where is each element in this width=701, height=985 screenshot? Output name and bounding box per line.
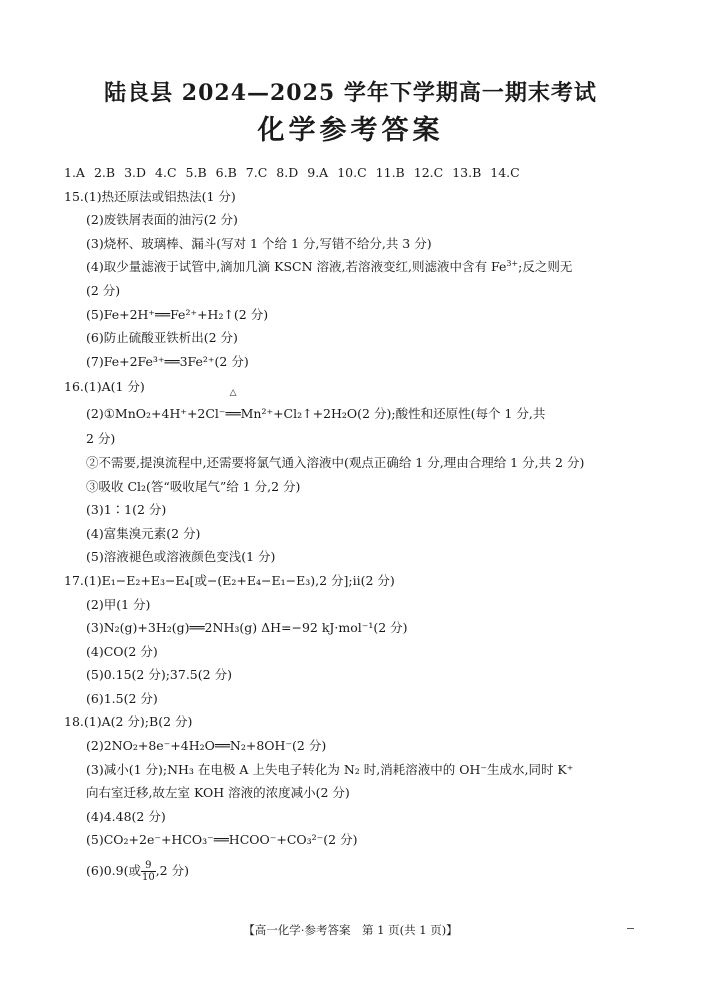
q15-part5: (5)Fe+2H⁺══Fe²⁺+H₂↑(2 分)	[86, 306, 269, 322]
mc-answer: 3.D	[124, 165, 147, 180]
q18-part4: (4)4.48(2 分)	[86, 808, 166, 824]
fraction: $\frac{9}{10}$	[141, 860, 155, 884]
q15-part7: (7)Fe+2Fe³⁺══3Fe²⁺(2 分)	[86, 353, 249, 369]
q18-part2: (2)2NO₂+8e⁻+4H₂O══N₂+8OH⁻(2 分)	[86, 738, 327, 754]
q16-part5: (5)溶液褪色或溶液颜色变浅(1 分)	[86, 549, 276, 565]
mc-answer: 12.C	[413, 165, 444, 180]
answer-content	[64, 161, 644, 890]
q17-part2: (2)甲(1 分)	[86, 596, 151, 612]
heat-condition: △	[229, 388, 237, 399]
mc-answer: 4.C	[155, 165, 177, 180]
q15-part3: (3)烧杯、玻璃棒、漏斗(写对 1 个给 1 分,写错不给分,共 3 分)	[86, 235, 432, 251]
mc-answer: 10.C	[337, 165, 367, 180]
multiple-choice-answers	[64, 161, 644, 185]
q17-part5: (5)0.15(2 分);37.5(2 分)	[86, 667, 232, 683]
q15-part2: (2)废铁屑表面的油污(2 分)	[86, 212, 238, 228]
q16-part4: (4)富集溴元素(2 分)	[86, 525, 201, 541]
mc-answer: 9.A	[307, 165, 329, 180]
q15-part4: (4)取少量滤液于试管中,滴加几滴 KSCN 溶液,若溶液变红,则滤液中含有 $Fe^{3+}$;反之则无	[86, 259, 573, 275]
q17-part1: 17.(1)E₁−E₂+E₃−E₄[或−(E₂+E₄−E₁−E₃),2 分];ⅱ(2 分)	[64, 572, 395, 588]
q15-part6: (6)防止硫酸亚铁析出(2 分)	[86, 330, 238, 346]
q16-part3: (3)1∶1(2 分)	[86, 502, 167, 518]
q16-part1: 16.(1)A(1 分)	[64, 379, 145, 395]
q18-part6: (6)0.9(或 $\frac{9}{10}$ ,2 分)	[86, 860, 189, 884]
mc-answer: 14.C	[490, 165, 520, 180]
exam-title: 陆良县 2024—2025 学年下学期高一期末考试	[104, 80, 597, 106]
q16-part2: (2)①MnO₂+4H⁺+2Cl⁻ △ ══Mn²⁺+Cl₂↑+2H₂O(2 分);酸性和还原性(每个 1 分,共	[86, 388, 546, 422]
q18-part1: 18.(1)A(2 分);B(2 分)	[64, 714, 193, 730]
mc-answer: 5.B	[185, 165, 207, 180]
mc-answer: 2.B	[93, 165, 116, 180]
q18-part3: (3)减小(1 分);NH₃ 在电极 A 上失电子转化为 N₂ 时,消耗溶液中的 OH⁻生成水,同时 K⁺	[86, 761, 574, 777]
q15-part1: 15.(1)热还原法或铝热法(1 分)	[64, 188, 236, 204]
mc-answer: 7.C	[245, 165, 268, 180]
page-footer: 【高一化学·参考答案 第 1 页(共 1 页)】	[243, 923, 458, 937]
q18-part3-cont: 向右室迁移,故左室 KOH 溶液的浓度减小(2 分)	[86, 785, 350, 801]
corner-mark	[627, 928, 634, 929]
q17-part3: (3)N₂(g)+3H₂(g)══2NH₃(g) ΔH=−92 kJ·mol⁻¹(2 分)	[86, 620, 408, 636]
q18-part5: (5)CO₂+2e⁻+HCO₃⁻══HCOO⁻+CO₃²⁻(2 分)	[86, 832, 358, 848]
q16-part2-sub2: ②不需要,提溴流程中,还需要将氯气通入溶液中(观点正确给 1 分,理由合理给 1 分,共 2 分)	[86, 454, 585, 470]
q15-part4-cont: (2 分)	[86, 282, 121, 298]
mc-answer: 6.B	[215, 165, 237, 180]
mc-answer: 1.A	[64, 165, 85, 180]
mc-answer: 11.B	[375, 165, 405, 180]
mc-answer: 8.D	[276, 165, 299, 180]
answer-key-title: 化学参考答案	[257, 115, 444, 146]
q16-part2-sub3: ③吸收 Cl₂(答“吸收尾气”给 1 分,2 分)	[86, 478, 301, 494]
q17-part6: (6)1.5(2 分)	[86, 690, 158, 706]
mc-answer: 13.B	[452, 165, 482, 180]
q16-part2-cont: 2 分)	[86, 431, 116, 447]
q17-part4: (4)CO(2 分)	[86, 643, 158, 659]
